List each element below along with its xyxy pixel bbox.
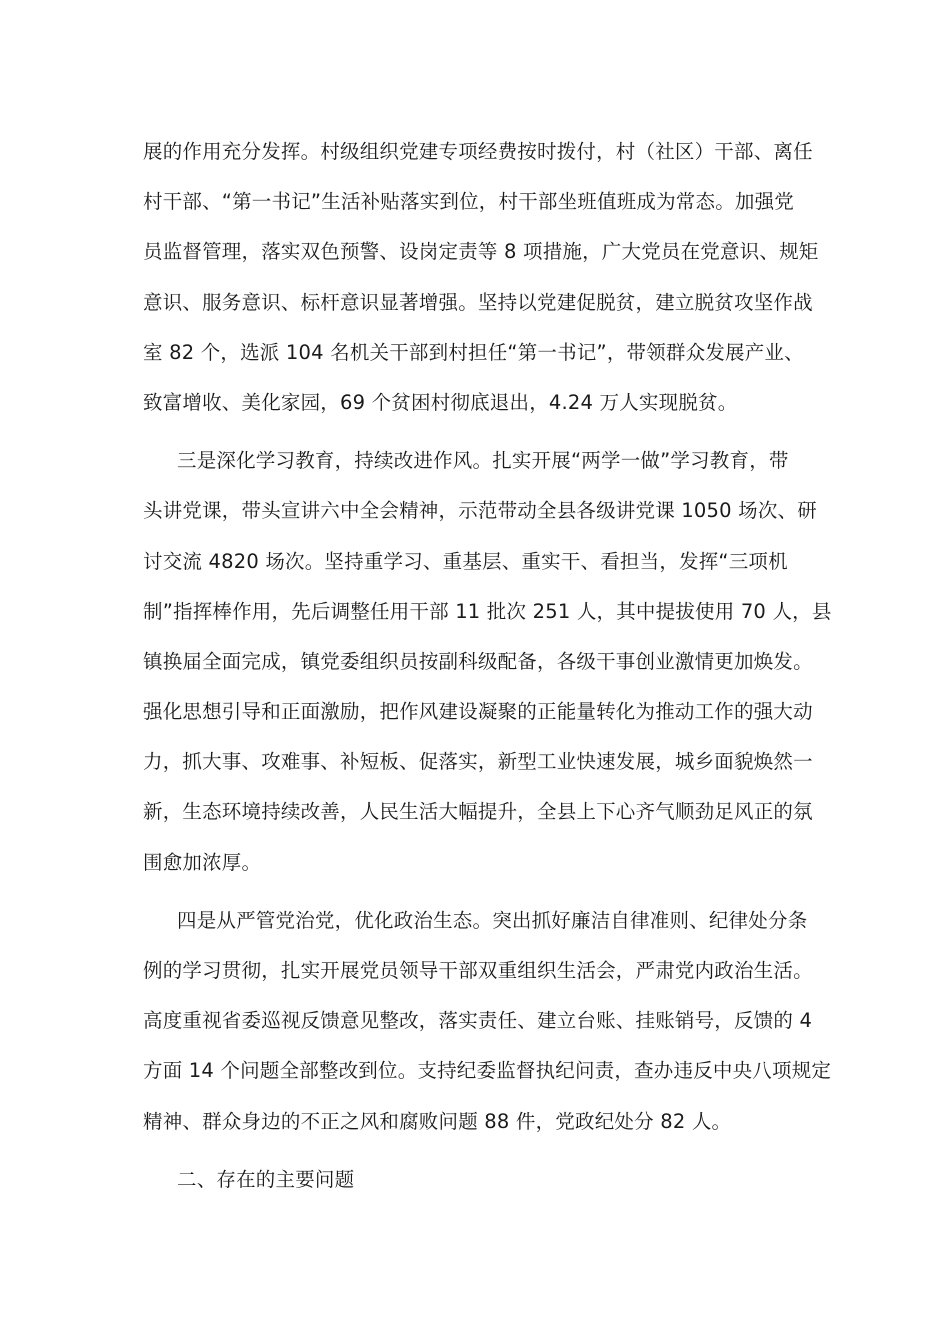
text-line: 强化思想引导和正面激励，把作风建设凝聚的正能量转化为推动工作的强大动 <box>143 700 813 724</box>
paragraph-1 <box>143 127 819 428</box>
text-line: 室 82 个，选派 104 名机关干部到村担任“第一书记”，带领群众发展产业、 <box>143 340 804 364</box>
text-line: 村干部、“第一书记”生活补贴落实到位，村干部坐班值班成为常态。加强党 <box>143 190 795 214</box>
text-line: 例的学习贯彻，扎实开展党员领导干部双重组织生活会，严肃党内政治生活。 <box>143 959 813 982</box>
text-line: 四是从严管党治党，优化政治生态。突出抓好廉洁自律准则、纪律处分条 <box>177 908 808 932</box>
text-line: 精神、群众身边的不正之风和腐败问题 88 件，党政纪处分 82 人。 <box>143 1109 732 1133</box>
text-line: 意识、服务意识、标杆意识显著增强。坚持以党建促脱贫，建立脱贫攻坚作战 <box>143 290 813 314</box>
paragraph-3 <box>143 896 832 1147</box>
text-line: 头讲党课，带头宣讲六中全会精神，示范带动全县各级讲党课 1050 场次、研 <box>143 499 817 523</box>
paragraph-spacer <box>143 428 815 436</box>
text-line: 三是深化学习教育，持续改进作风。扎实开展“两学一做”学习教育，带 <box>177 449 789 473</box>
text-line: 新，生态环境持续改善，人民生活大幅提升，全县上下心齐气顺劲足风正的氛 <box>143 800 813 824</box>
text-line: 致富增收、美化家园，69 个贫困村彻底退出，4.24 万人实现脱贫。 <box>143 390 738 414</box>
text-line: 方面 14 个问题全部整改到位。支持纪委监督执纪问责，查办违反中央八项规定 <box>143 1059 832 1083</box>
text-line: 镇换届全面完成，镇党委组织员按副科级配备，各级干事创业激情更加焕发。 <box>143 649 813 673</box>
text-line: 讨交流 4820 场次。坚持重学习、重基层、重实干、看担当，发挥“三项机 <box>143 549 788 573</box>
text-line: 员监督管理，落实双色预警、设岗定责等 8 项措施，广大党员在党意识、规矩 <box>143 240 819 264</box>
section-heading <box>143 1155 815 1205</box>
text-line: 展的作用充分发挥。村级组织党建专项经费按时拨付，村（社区）干部、离任 <box>143 140 813 163</box>
document-body <box>143 127 832 1205</box>
text-line: 高度重视省委巡视反馈意见整改，落实责任、建立台账、挂账销号，反馈的 4 <box>143 1009 813 1033</box>
heading-line: 二、存在的主要问题 <box>177 1167 355 1191</box>
paragraph-spacer <box>143 1147 815 1155</box>
paragraph-2 <box>143 436 832 888</box>
text-line: 制”指挥棒作用，先后调整任用干部 11 批次 251 人，其中提拔使用 70 人，县 <box>143 599 832 623</box>
text-line: 围愈加浓厚。 <box>143 850 262 874</box>
text-line: 力，抓大事、攻难事、补短板、促落实，新型工业快速发展，城乡面貌焕然一 <box>143 750 813 774</box>
paragraph-spacer <box>143 888 815 896</box>
